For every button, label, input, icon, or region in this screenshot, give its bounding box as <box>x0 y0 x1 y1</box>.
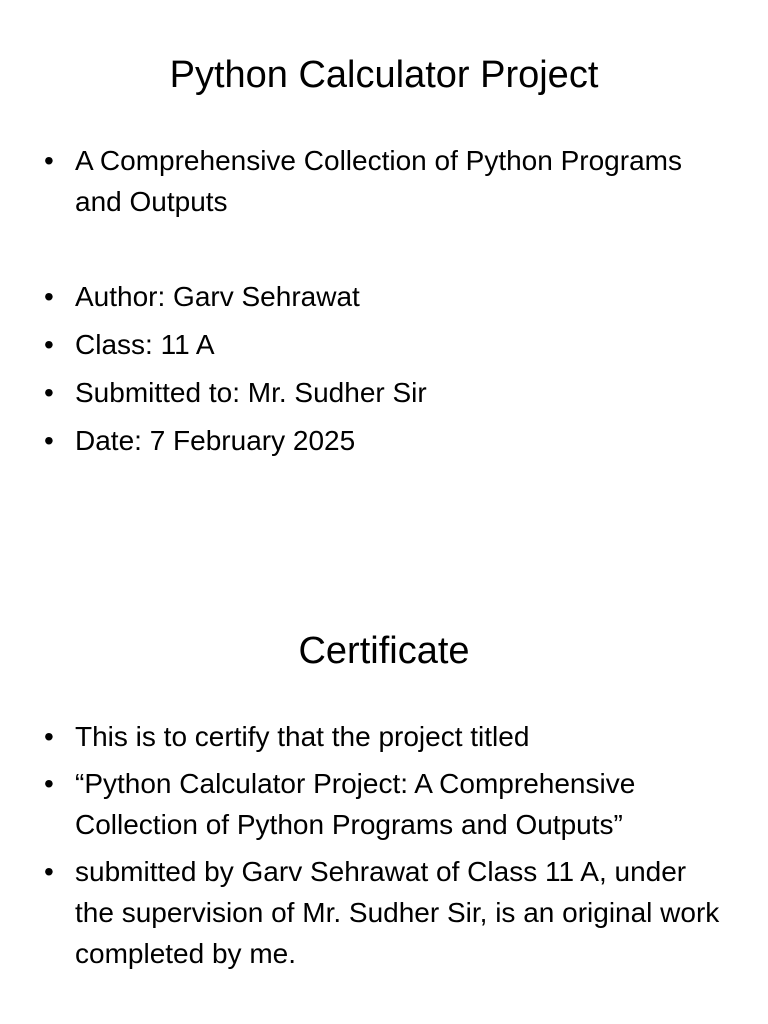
project-title-text: “Python Calculator Project: A Comprehensive Collection of Python Programs and Outputs” <box>75 768 636 840</box>
subtitle-list <box>44 140 724 222</box>
page-title: Python Calculator Project <box>169 54 599 96</box>
bullet-icon: • <box>44 768 54 799</box>
bullet-icon: • <box>44 281 54 312</box>
details-list <box>44 276 724 468</box>
submission-statement-text: submitted by Garv Sehrawat of Class 11 A, under the supervision of Mr. Sudher Sir, is an original work completed by me. <box>75 856 720 969</box>
certificate-title: Certificate <box>298 630 470 672</box>
author-text: Author: Garv Sehrawat <box>75 281 360 312</box>
list-item <box>44 851 724 974</box>
certify-intro-text: This is to certify that the project titled <box>75 721 530 752</box>
bullet-icon: • <box>44 425 54 456</box>
list-item <box>44 716 724 757</box>
bullet-icon: • <box>44 721 54 752</box>
subtitle-text: A Comprehensive Collection of Python Programs and Outputs <box>75 145 682 217</box>
bullet-icon: • <box>44 856 54 887</box>
date-text: Date: 7 February 2025 <box>75 425 356 456</box>
list-item <box>44 324 724 365</box>
bullet-icon: • <box>44 145 54 176</box>
certificate-list <box>44 716 724 980</box>
bullet-icon: • <box>44 377 54 408</box>
submitted-to-text: Submitted to: Mr. Sudher Sir <box>75 377 427 408</box>
list-item <box>44 140 724 222</box>
list-item <box>44 276 724 317</box>
class-text: Class: 11 A <box>75 329 215 360</box>
bullet-icon: • <box>44 329 54 360</box>
list-item <box>44 420 724 461</box>
list-item <box>44 372 724 413</box>
list-item <box>44 763 724 845</box>
